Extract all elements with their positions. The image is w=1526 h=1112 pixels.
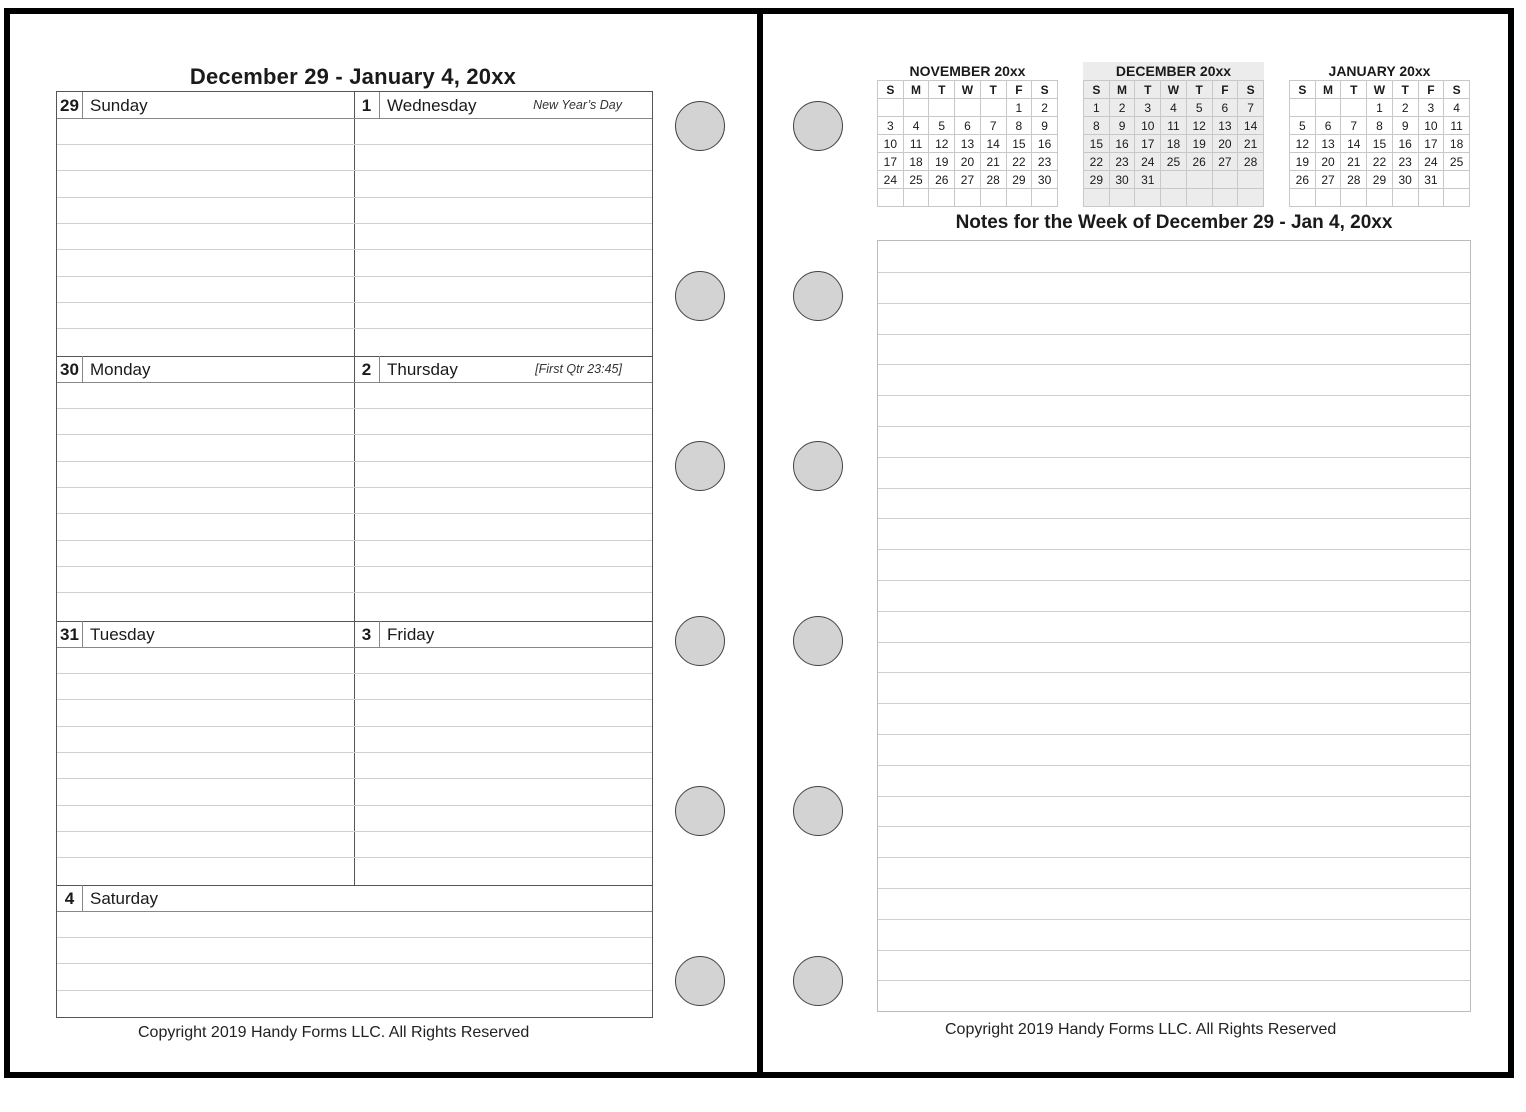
date-cell: 21: [1238, 135, 1264, 153]
date-cell: 9: [1032, 117, 1058, 135]
writing-line: [57, 170, 354, 171]
date-cell: [1341, 189, 1367, 207]
writing-line: [57, 144, 354, 145]
date-cell: 7: [1238, 99, 1264, 117]
date-cell: 30: [1032, 171, 1058, 189]
notes-line: [878, 334, 1470, 335]
date-cell: 6: [955, 117, 981, 135]
date-cell: [1238, 189, 1264, 207]
date-cell: 19: [1290, 153, 1316, 171]
date-cell: 13: [1212, 117, 1238, 135]
weekday-header: T: [929, 81, 955, 99]
date-cell: 4: [1161, 99, 1187, 117]
date-cell: [980, 189, 1006, 207]
date-cell: [1212, 171, 1238, 189]
date-cell: [1444, 189, 1470, 207]
date-cell: [955, 99, 981, 117]
notes-line: [878, 426, 1470, 427]
day-name: Monday: [90, 360, 151, 379]
date-cell: 5: [929, 117, 955, 135]
date-cell: 2: [1392, 99, 1418, 117]
date-cell: [929, 189, 955, 207]
writing-line: [57, 778, 354, 779]
date-cell: [1186, 171, 1212, 189]
day-name: Tuesday: [90, 625, 155, 644]
writing-line: [354, 805, 652, 806]
notes-line: [878, 980, 1470, 981]
date-cell: [1084, 189, 1110, 207]
day-cell-wednesday[interactable]: [354, 92, 652, 356]
writing-line: [354, 328, 652, 329]
binder-hole: [793, 616, 843, 666]
mini-calendar-january: [1289, 62, 1470, 207]
day-number: 3: [354, 621, 380, 647]
date-cell: 6: [1315, 117, 1341, 135]
copyright-text: Copyright 2019 Handy Forms LLC. All Rights Reserved: [945, 1021, 1337, 1038]
date-cell: [878, 99, 904, 117]
date-cell: [1186, 189, 1212, 207]
date-cell: 28: [1238, 153, 1264, 171]
date-cell: [1212, 189, 1238, 207]
writing-line: [57, 276, 354, 277]
writing-line: [354, 197, 652, 198]
week-title: December 29 - January 4, 20xx: [189, 64, 517, 89]
date-cell: 21: [980, 153, 1006, 171]
date-cell: 23: [1392, 153, 1418, 171]
date-cell: 21: [1341, 153, 1367, 171]
date-cell: 13: [955, 135, 981, 153]
date-cell: [1367, 189, 1393, 207]
binder-hole: [793, 271, 843, 321]
binder-hole: [675, 786, 725, 836]
binder-hole: [793, 101, 843, 151]
day-name: Saturday: [90, 889, 159, 908]
date-cell: 18: [1444, 135, 1470, 153]
notes-line: [878, 457, 1470, 458]
weekday-header: F: [1212, 81, 1238, 99]
writing-line: [354, 513, 652, 514]
date-cell: 1: [1084, 99, 1110, 117]
date-cell: [878, 189, 904, 207]
date-cell: [1392, 189, 1418, 207]
weekday-header: S: [1032, 81, 1058, 99]
date-cell: 15: [1006, 135, 1032, 153]
day-cell-monday[interactable]: [57, 356, 354, 621]
writing-line: [354, 540, 652, 541]
date-cell: 26: [1290, 171, 1316, 189]
writing-line: [57, 223, 354, 224]
date-cell: 3: [1135, 99, 1161, 117]
weekday-header: T: [1341, 81, 1367, 99]
writing-line: [57, 302, 354, 303]
mini-calendar-title: JANUARY 20xx: [1328, 63, 1431, 79]
date-cell: 17: [1418, 135, 1444, 153]
date-cell: 3: [1418, 99, 1444, 117]
date-cell: 28: [1341, 171, 1367, 189]
day-number: 29: [57, 92, 83, 118]
writing-line: [354, 276, 652, 277]
date-cell: [1290, 189, 1316, 207]
date-cell: [1109, 189, 1135, 207]
weekday-header: S: [1238, 81, 1264, 99]
weekday-header: T: [1186, 81, 1212, 99]
binder-hole: [793, 786, 843, 836]
notes-line: [878, 857, 1470, 858]
binder-hole: [675, 441, 725, 491]
date-cell: [1032, 189, 1058, 207]
date-cell: 24: [1418, 153, 1444, 171]
writing-line: [354, 673, 652, 674]
date-cell: 22: [1084, 153, 1110, 171]
date-cell: 14: [980, 135, 1006, 153]
writing-line: [57, 937, 652, 938]
weekday-header: S: [1084, 81, 1110, 99]
day-number: 2: [354, 356, 380, 382]
date-cell: 20: [955, 153, 981, 171]
date-cell: [903, 189, 929, 207]
notes-line: [878, 765, 1470, 766]
mini-calendar-grid: [1083, 80, 1264, 207]
day-name: Friday: [387, 625, 435, 644]
date-cell: [1290, 99, 1316, 117]
date-cell: 18: [903, 153, 929, 171]
writing-line: [354, 752, 652, 753]
date-cell: 25: [1444, 153, 1470, 171]
day-name: Thursday: [387, 360, 458, 379]
writing-line: [57, 328, 354, 329]
date-cell: 8: [1006, 117, 1032, 135]
date-cell: [1006, 189, 1032, 207]
day-cell-thursday[interactable]: [354, 356, 652, 621]
writing-line: [354, 831, 652, 832]
weekday-header: T: [1392, 81, 1418, 99]
writing-line: [57, 673, 354, 674]
writing-line: [57, 197, 354, 198]
right-page: [760, 8, 1514, 1078]
date-cell: 28: [980, 171, 1006, 189]
notes-area[interactable]: [877, 240, 1471, 1012]
moon-phase-note: [First Qtr 23:45]: [535, 362, 622, 376]
date-cell: 26: [929, 171, 955, 189]
writing-line: [354, 487, 652, 488]
weekday-header: S: [878, 81, 904, 99]
date-cell: [1161, 171, 1187, 189]
date-cell: 25: [903, 171, 929, 189]
date-cell: 22: [1006, 153, 1032, 171]
date-cell: 22: [1367, 153, 1393, 171]
date-cell: 1: [1367, 99, 1393, 117]
notes-line: [878, 395, 1470, 396]
notes-line: [878, 796, 1470, 797]
date-cell: 1: [1006, 99, 1032, 117]
notes-line: [878, 888, 1470, 889]
date-cell: 24: [1135, 153, 1161, 171]
day-cell-tuesday[interactable]: [57, 621, 354, 885]
date-cell: 12: [1186, 117, 1212, 135]
weekday-header: M: [903, 81, 929, 99]
writing-line: [354, 857, 652, 858]
writing-line: [57, 592, 354, 593]
date-cell: 6: [1212, 99, 1238, 117]
notes-line: [878, 580, 1470, 581]
date-cell: 30: [1392, 171, 1418, 189]
mini-calendar-december: [1083, 62, 1264, 207]
mini-calendar-title: DECEMBER 20xx: [1083, 62, 1264, 80]
date-cell: 16: [1392, 135, 1418, 153]
date-cell: 10: [1135, 117, 1161, 135]
date-cell: 20: [1212, 135, 1238, 153]
writing-line: [354, 170, 652, 171]
binder-hole: [675, 956, 725, 1006]
writing-line: [354, 144, 652, 145]
date-cell: 10: [1418, 117, 1444, 135]
writing-line: [57, 857, 354, 858]
notes-line: [878, 272, 1470, 273]
mini-calendar-grid: [877, 80, 1058, 207]
writing-line: [57, 461, 354, 462]
day-number: 1: [354, 92, 380, 118]
notes-line: [878, 950, 1470, 951]
binder-hole: [675, 616, 725, 666]
date-cell: 14: [1341, 135, 1367, 153]
date-cell: 27: [1315, 171, 1341, 189]
copyright-text: Copyright 2019 Handy Forms LLC. All Rights Reserved: [138, 1024, 530, 1041]
date-cell: 12: [929, 135, 955, 153]
date-cell: [955, 189, 981, 207]
date-cell: 7: [980, 117, 1006, 135]
date-cell: 23: [1032, 153, 1058, 171]
date-cell: [1444, 171, 1470, 189]
date-cell: 23: [1109, 153, 1135, 171]
notes-line: [878, 364, 1470, 365]
writing-line: [57, 513, 354, 514]
writing-line: [57, 540, 354, 541]
date-cell: 8: [1084, 117, 1110, 135]
notes-line: [878, 642, 1470, 643]
date-cell: [1135, 189, 1161, 207]
writing-line: [354, 778, 652, 779]
day-cell-friday[interactable]: [354, 621, 652, 885]
writing-line: [354, 249, 652, 250]
date-cell: 29: [1084, 171, 1110, 189]
date-cell: 27: [955, 171, 981, 189]
date-cell: [1238, 171, 1264, 189]
weekday-header: M: [1109, 81, 1135, 99]
date-cell: [929, 99, 955, 117]
date-cell: 15: [1367, 135, 1393, 153]
date-cell: 24: [878, 171, 904, 189]
date-cell: [1341, 99, 1367, 117]
writing-line: [354, 726, 652, 727]
notes-line: [878, 703, 1470, 704]
notes-line: [878, 919, 1470, 920]
writing-line: [354, 223, 652, 224]
writing-line: [354, 302, 652, 303]
day-name: Wednesday: [387, 96, 477, 115]
writing-line: [57, 408, 354, 409]
notes-line: [878, 826, 1470, 827]
date-cell: 11: [1444, 117, 1470, 135]
left-page: [4, 8, 760, 1078]
date-cell: 19: [1186, 135, 1212, 153]
binder-hole: [793, 441, 843, 491]
writing-line: [354, 461, 652, 462]
date-cell: 2: [1032, 99, 1058, 117]
date-cell: 15: [1084, 135, 1110, 153]
writing-line: [57, 487, 354, 488]
mini-calendar-title: NOVEMBER 20xx: [909, 63, 1026, 79]
date-cell: [1418, 189, 1444, 207]
date-cell: 11: [903, 135, 929, 153]
date-cell: [1315, 189, 1341, 207]
weekday-header: T: [980, 81, 1006, 99]
day-number: 31: [57, 621, 83, 647]
day-cell-saturday[interactable]: [57, 885, 652, 1017]
date-cell: [980, 99, 1006, 117]
date-cell: 4: [1444, 99, 1470, 117]
mini-calendar-grid: [1289, 80, 1470, 207]
date-cell: [1315, 99, 1341, 117]
notes-line: [878, 611, 1470, 612]
writing-line: [57, 990, 652, 991]
day-cell-sunday[interactable]: [57, 92, 354, 356]
date-cell: 17: [878, 153, 904, 171]
date-cell: 19: [929, 153, 955, 171]
date-cell: 29: [1367, 171, 1393, 189]
date-cell: 13: [1315, 135, 1341, 153]
notes-line: [878, 518, 1470, 519]
date-cell: 26: [1186, 153, 1212, 171]
date-cell: 12: [1290, 135, 1316, 153]
week-grid: [56, 91, 653, 1018]
notes-line: [878, 303, 1470, 304]
weekday-header: S: [1290, 81, 1316, 99]
date-cell: 20: [1315, 153, 1341, 171]
weekday-header: S: [1444, 81, 1470, 99]
date-cell: 11: [1161, 117, 1187, 135]
writing-line: [57, 434, 354, 435]
date-cell: 29: [1006, 171, 1032, 189]
weekday-header: F: [1006, 81, 1032, 99]
holiday-note: New Year’s Day: [533, 98, 622, 112]
weekday-header: W: [1367, 81, 1393, 99]
date-cell: 18: [1161, 135, 1187, 153]
writing-line: [354, 434, 652, 435]
date-cell: 8: [1367, 117, 1393, 135]
writing-line: [354, 699, 652, 700]
binder-hole: [793, 956, 843, 1006]
date-cell: 31: [1135, 171, 1161, 189]
day-number: 30: [57, 356, 83, 382]
date-cell: [1161, 189, 1187, 207]
notes-line: [878, 734, 1470, 735]
day-number: 4: [57, 885, 83, 911]
weekday-header: M: [1315, 81, 1341, 99]
date-cell: 16: [1109, 135, 1135, 153]
notes-line: [878, 672, 1470, 673]
writing-line: [57, 249, 354, 250]
writing-line: [354, 566, 652, 567]
date-cell: 3: [878, 117, 904, 135]
writing-line: [57, 831, 354, 832]
writing-line: [57, 963, 652, 964]
date-cell: [903, 99, 929, 117]
writing-line: [57, 752, 354, 753]
weekday-header: F: [1418, 81, 1444, 99]
writing-line: [354, 408, 652, 409]
day-name: Sunday: [90, 96, 148, 115]
date-cell: 9: [1392, 117, 1418, 135]
notes-line: [878, 549, 1470, 550]
binder-hole: [675, 101, 725, 151]
writing-line: [57, 805, 354, 806]
date-cell: 2: [1109, 99, 1135, 117]
weekday-header: W: [955, 81, 981, 99]
weekday-header: T: [1135, 81, 1161, 99]
notes-title: Notes for the Week of December 29 - Jan 4, 20xx: [955, 212, 1393, 233]
date-cell: 17: [1135, 135, 1161, 153]
notes-line: [878, 488, 1470, 489]
weekday-header: W: [1161, 81, 1187, 99]
writing-line: [57, 566, 354, 567]
date-cell: 5: [1186, 99, 1212, 117]
binder-hole: [675, 271, 725, 321]
writing-line: [57, 699, 354, 700]
date-cell: 31: [1418, 171, 1444, 189]
mini-calendar-november: [877, 62, 1058, 207]
date-cell: 10: [878, 135, 904, 153]
date-cell: 14: [1238, 117, 1264, 135]
date-cell: 27: [1212, 153, 1238, 171]
date-cell: 16: [1032, 135, 1058, 153]
writing-line: [57, 726, 354, 727]
date-cell: 30: [1109, 171, 1135, 189]
date-cell: 9: [1109, 117, 1135, 135]
date-cell: 5: [1290, 117, 1316, 135]
date-cell: 25: [1161, 153, 1187, 171]
writing-line: [354, 592, 652, 593]
date-cell: 4: [903, 117, 929, 135]
date-cell: 7: [1341, 117, 1367, 135]
